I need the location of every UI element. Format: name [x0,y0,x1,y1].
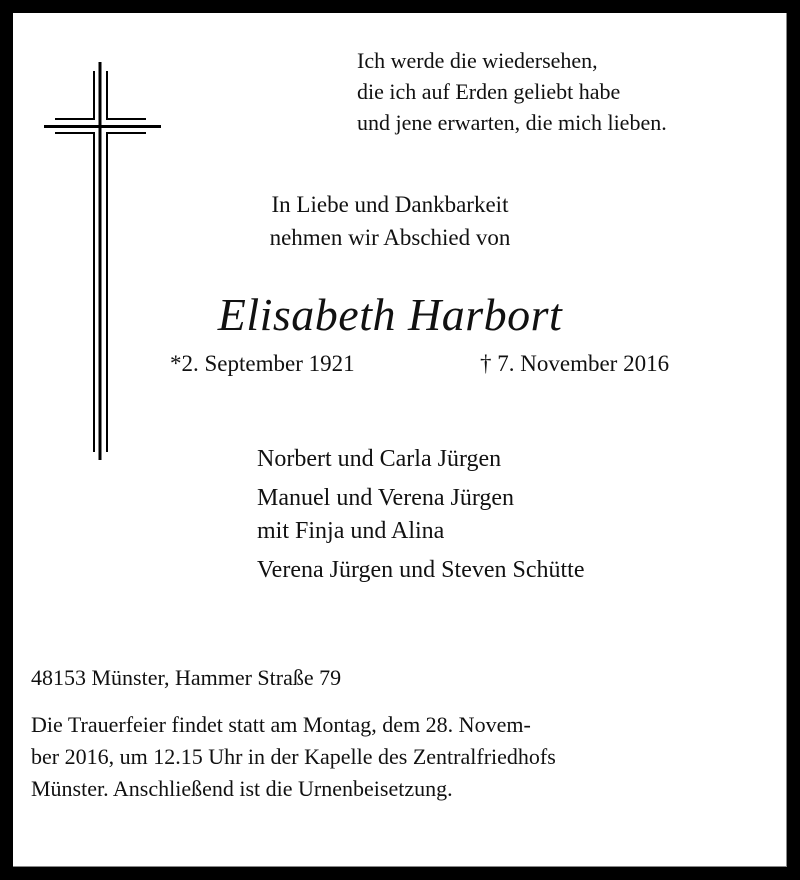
mourner-group [257,482,584,548]
farewell-intro [200,188,580,254]
mourner-group [257,443,584,476]
notice-line: ber 2016, um 12.15 Uhr in der Kapelle des Zentralfriedhofs [31,744,556,769]
notice-line: Münster. Anschließend ist die Urnenbeisetzung. [31,776,453,801]
mourners-list [257,443,584,593]
mourner-line: Verena Jürgen und Steven Schütte [257,557,585,583]
notice-line: Die Trauerfeier findet statt am Montag, dem 28. Novem- [31,712,531,737]
mourner-group [257,554,584,587]
quote-line: die ich auf Erden geliebt habe [357,79,621,104]
family-address: 48153 Münster, Hammer Straße 79 [31,665,342,690]
obituary-notice [13,13,787,867]
mourner-line: Manuel und Verena Jürgen [257,485,515,511]
funeral-notice [31,709,743,805]
quote-line: und jene erwarten, die mich lieben. [357,110,667,135]
deceased-name: Elisabeth Harbort [217,289,563,340]
death-date: † 7. November 2016 [480,351,670,376]
memorial-quote [357,45,667,138]
mourner-line: mit Finja und Alina [257,518,445,544]
mourner-line: Norbert und Carla Jürgen [257,446,502,472]
intro-line: In Liebe und Dankbarkeit [271,192,509,217]
quote-line: Ich werde die wiedersehen, [357,48,598,73]
intro-line: nehmen wir Abschied von [269,225,511,250]
birth-date: *2. September 1921 [170,351,355,376]
